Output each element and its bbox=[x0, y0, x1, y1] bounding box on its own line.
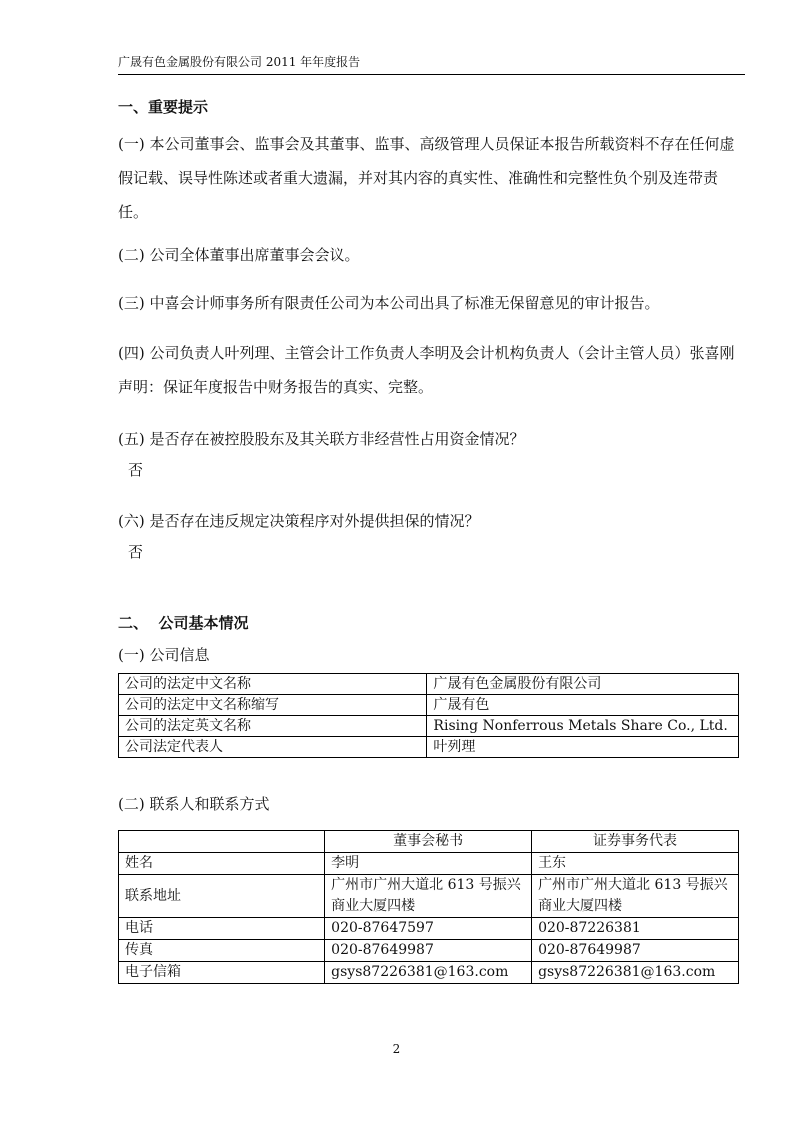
contact-secretary: gsys87226381@163.com bbox=[325, 962, 532, 984]
header-empty-cell bbox=[119, 831, 325, 853]
question-5: (五) 是否存在被控股股东及其关联方非经营性占用资金情况？ bbox=[118, 430, 525, 448]
notice-item-3: (三) 中喜会计师事务所有限责任公司为本公司出具了标准无保留意见的审计报告。 bbox=[118, 294, 660, 312]
contact-rep: 广州市广州大道北 613 号振兴商业大厦四楼 bbox=[532, 875, 739, 918]
header-rep: 证券事务代表 bbox=[532, 831, 739, 853]
table-row bbox=[119, 962, 739, 984]
contact-label: 联系地址 bbox=[119, 875, 325, 918]
table-row bbox=[119, 716, 739, 737]
info-label: 公司的法定中文名称缩写 bbox=[119, 695, 427, 716]
notice-item-2: (二) 公司全体董事出席董事会会议。 bbox=[118, 246, 360, 264]
notice-item-4: (四) 公司负责人叶列理、主管会计工作负责人李明及会计机构负责人（会计主管人员）张喜刚声明：保证年度报告中财务报告的真实、完整。 bbox=[118, 344, 735, 396]
contact-secretary: 020-87647597 bbox=[325, 918, 532, 940]
section-1-title: 一、重要提示 bbox=[118, 98, 209, 116]
contact-secretary: 020-87649987 bbox=[325, 940, 532, 962]
info-value: 广晟有色 bbox=[427, 695, 739, 716]
page-header bbox=[118, 54, 745, 75]
subsection-company-info-title: (一) 公司信息 bbox=[118, 646, 210, 664]
info-value: Rising Nonferrous Metals Share Co., Ltd. bbox=[427, 716, 739, 737]
answer-5: 否 bbox=[128, 461, 144, 479]
contact-label: 电子信箱 bbox=[119, 962, 325, 984]
info-label: 公司法定代表人 bbox=[119, 737, 427, 758]
header-secretary: 董事会秘书 bbox=[325, 831, 532, 853]
notice-item-1: (一) 本公司董事会、监事会及其董事、监事、高级管理人员保证本报告所载资料不存在任何虚假记载、误导性陈述或者重大遗漏，并对其内容的真实性、准确性和完整性负个别及连带责任。 bbox=[118, 135, 735, 221]
page-number: 2 bbox=[392, 1042, 401, 1056]
table-header-row bbox=[119, 831, 739, 853]
contact-table bbox=[118, 830, 739, 984]
contact-secretary: 广州市广州大道北 613 号振兴商业大厦四楼 bbox=[325, 875, 532, 918]
contact-rep: 王东 bbox=[532, 853, 739, 875]
info-label: 公司的法定英文名称 bbox=[119, 716, 427, 737]
table-row bbox=[119, 918, 739, 940]
table-row bbox=[119, 674, 739, 695]
contact-secretary: 李明 bbox=[325, 853, 532, 875]
answer-6: 否 bbox=[128, 543, 144, 561]
info-value: 叶列理 bbox=[427, 737, 739, 758]
info-value: 广晟有色金属股份有限公司 bbox=[427, 674, 739, 695]
contact-rep: gsys87226381@163.com bbox=[532, 962, 739, 984]
contact-rep: 020-87226381 bbox=[532, 918, 739, 940]
company-info-table bbox=[118, 673, 739, 758]
contact-label: 姓名 bbox=[119, 853, 325, 875]
header-title: 广晟有色金属股份有限公司 2011 年年度报告 bbox=[118, 55, 361, 69]
subsection-contact-title: (二) 联系人和联系方式 bbox=[118, 795, 270, 813]
section-2-title: 二、 公司基本情况 bbox=[118, 614, 249, 632]
info-label: 公司的法定中文名称 bbox=[119, 674, 427, 695]
contact-rep: 020-87649987 bbox=[532, 940, 739, 962]
contact-label: 电话 bbox=[119, 918, 325, 940]
table-row bbox=[119, 853, 739, 875]
table-row bbox=[119, 940, 739, 962]
table-row bbox=[119, 737, 739, 758]
table-row bbox=[119, 875, 739, 918]
contact-label: 传真 bbox=[119, 940, 325, 962]
table-row bbox=[119, 695, 739, 716]
question-6: (六) 是否存在违反规定决策程序对外提供担保的情况？ bbox=[118, 512, 480, 530]
